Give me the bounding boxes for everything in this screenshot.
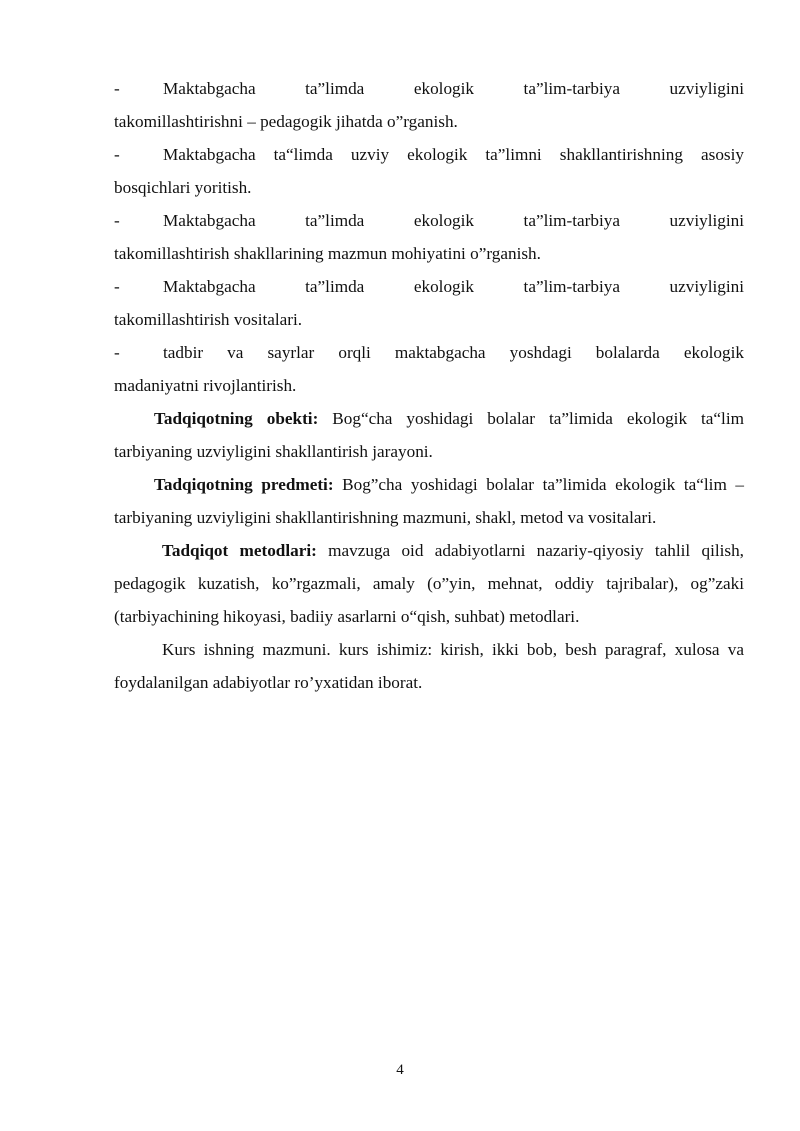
list-item-line: Maktabgacha ta”limda ekologik ta”lim-tarbiya uzviyligini	[163, 277, 744, 296]
list-dash: -	[114, 145, 120, 164]
list-item	[114, 336, 744, 402]
list-dash: -	[114, 277, 120, 296]
research-object-paragraph	[114, 402, 744, 468]
list-item-line: tadbir va sayrlar orqli maktabgacha yoshdagi bolalarda ekologik	[163, 343, 744, 362]
list-item-continuation: takomillashtirish shakllarining mazmun mohiyatini o”rganish.	[114, 244, 541, 263]
list-item-line: Maktabgacha ta”limda ekologik ta”lim-tarbiya uzviyligini	[163, 211, 744, 230]
research-methods-paragraph	[114, 534, 744, 633]
list-item	[114, 72, 744, 138]
list-dash: -	[114, 211, 120, 230]
course-structure-text: Kurs ishning mazmuni. kurs ishimiz: kirish, ikki bob, besh paragraf, xulosa va foydalanilgan adabiyotlar ro’yxatidan iborat.	[114, 640, 744, 692]
list-item	[114, 138, 744, 204]
research-subject-label: Tadqiqotning predmeti:	[154, 475, 334, 494]
list-item-line: Maktabgacha ta”limda ekologik ta”lim-tarbiya uzviyligini	[163, 79, 744, 98]
list-dash: -	[114, 343, 120, 362]
list-item-continuation: takomillashtirish vositalari.	[114, 310, 303, 329]
research-methods-label: Tadqiqot metodlari:	[162, 541, 317, 560]
list-item-continuation: takomillashtirishni – pedagogik jihatda o”rganish.	[114, 112, 458, 131]
list-item-continuation: bosqichlari yoritish.	[114, 178, 252, 197]
page-number: 4	[396, 1062, 404, 1078]
list-dash: -	[114, 79, 120, 98]
research-subject-paragraph	[114, 468, 744, 534]
list-item	[114, 270, 744, 336]
course-structure-paragraph	[114, 633, 744, 699]
research-object-text: Bog“cha yoshidagi bolalar ta”limida ekologik ta“lim tarbiyaning uzviyligini shakllantirish jarayoni.	[114, 409, 744, 461]
research-object-label: Tadqiqotning obekti:	[154, 409, 319, 428]
list-item-continuation: madaniyatni rivojlantirish.	[114, 376, 297, 395]
list-item	[114, 204, 744, 270]
research-methods-text: mavzuga oid adabiyotlarni nazariy-qiyosiy tahlil qilish, pedagogik kuzatish, ko”rgazmali, amaly (o”yin, mehnat, oddiy tajribalar), og”zaki (tarbiyachining hikoyasi, badiiy asarlarni o“qish, suhbat) metodlari.	[114, 541, 744, 626]
research-subject-text: Bog”cha yoshidagi bolalar ta”limida ekologik ta“lim – tarbiyaning uzviyligini shakllantirishning mazmuni, shakl, metod va vositalari.	[114, 475, 744, 527]
list-item-line: Maktabgacha ta“limda uzviy ekologik ta”limni shakllantirishning asosiy	[163, 145, 744, 164]
document-body	[114, 72, 744, 699]
